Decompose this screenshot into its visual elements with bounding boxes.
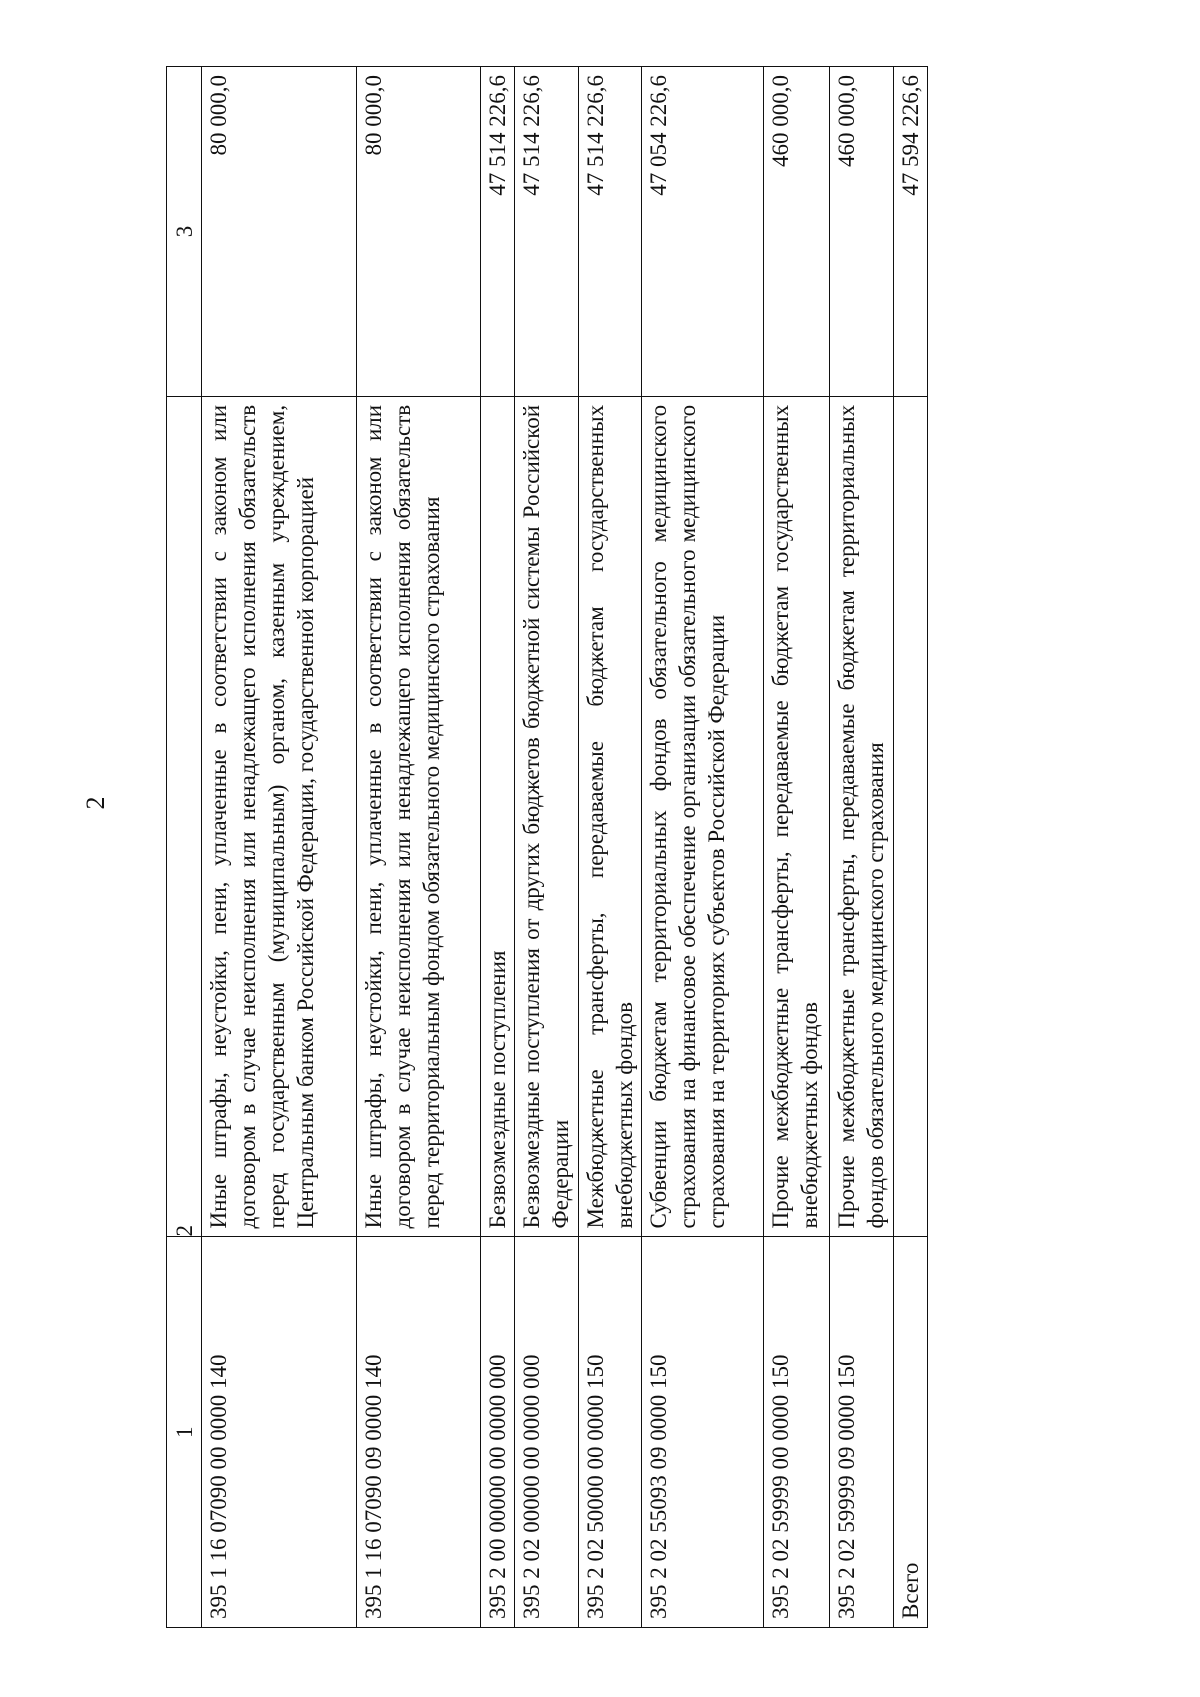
row-amount: 80 000,0: [202, 67, 357, 397]
row-amount: 47 514 226,6: [515, 67, 579, 397]
row-description: Иные штрафы, неустойки, пени, уплаченные в соответствии с законом или договором в случае неисполнения или ненадлежащего исполнения обязательств перед территориальным фондом обязательного медицинского страхования: [357, 396, 481, 1237]
row-description: Субвенции бюджетам территориальных фондов обязательного медицинского страхования на финансовое обеспечение организации обязательного медицинского страхования на территориях субъектов Российской Федерации: [642, 396, 764, 1237]
row-description: Межбюджетные трансферты, передаваемые бюджетам государственных внебюджетных фондов: [579, 396, 642, 1237]
row-description: Иные штрафы, неустойки, пени, уплаченные в соответствии с законом или договором в случае неисполнения или ненадлежащего исполнения обязательств перед государственным (муниципальным) органом, казенным учреждением, Центральным банком Российской Федерации, государственной корпорацией: [202, 396, 357, 1237]
page-number: 2: [81, 796, 110, 810]
row-description: Безвозмездные поступления от других бюджетов бюджетной системы Российской Федерации: [515, 396, 579, 1237]
row-description: Прочие межбюджетные трансферты, передаваемые бюджетам государственных внебюджетных фондов: [764, 396, 830, 1237]
row-code: 395 2 02 59999 09 0000 150: [830, 1237, 894, 1628]
column-header-1: 1: [167, 1237, 202, 1628]
row-code: 395 2 02 00000 00 0000 000: [515, 1237, 579, 1628]
table-row: [357, 67, 481, 1628]
table-row: [764, 67, 830, 1628]
table-header-row: [167, 67, 202, 1628]
row-description: Безвозмездные поступления: [481, 396, 515, 1237]
row-code: 395 1 16 07090 00 0000 140: [202, 1237, 357, 1628]
total-amount: 47 594 226,6: [894, 67, 928, 397]
row-code: 395 2 02 55093 09 0000 150: [642, 1237, 764, 1628]
table-row: [202, 67, 357, 1628]
row-amount: 460 000,0: [764, 67, 830, 397]
row-code: 395 2 02 59999 00 0000 150: [764, 1237, 830, 1628]
table-row: [515, 67, 579, 1628]
row-amount: 460 000,0: [830, 67, 894, 397]
column-header-2: 2: [167, 396, 202, 1237]
total-label: Всего: [894, 1237, 928, 1628]
rotated-table-container: [166, 66, 946, 1628]
row-description: Прочие межбюджетные трансферты, передаваемые бюджетам территориальных фондов обязательного медицинского страхования: [830, 396, 894, 1237]
total-row: [894, 67, 928, 1628]
table-row: [481, 67, 515, 1628]
table-row: [579, 67, 642, 1628]
total-empty-cell: [894, 396, 928, 1237]
row-code: 395 2 00 00000 00 0000 000: [481, 1237, 515, 1628]
row-amount: 47 514 226,6: [481, 67, 515, 397]
row-code: 395 2 02 50000 00 0000 150: [579, 1237, 642, 1628]
table-row: [830, 67, 894, 1628]
row-amount: 80 000,0: [357, 67, 481, 397]
column-header-3: 3: [167, 67, 202, 397]
row-amount: 47 054 226,6: [642, 67, 764, 397]
row-amount: 47 514 226,6: [579, 67, 642, 397]
revenue-table: [166, 66, 928, 1628]
table-row: [642, 67, 764, 1628]
row-code: 395 1 16 07090 09 0000 140: [357, 1237, 481, 1628]
